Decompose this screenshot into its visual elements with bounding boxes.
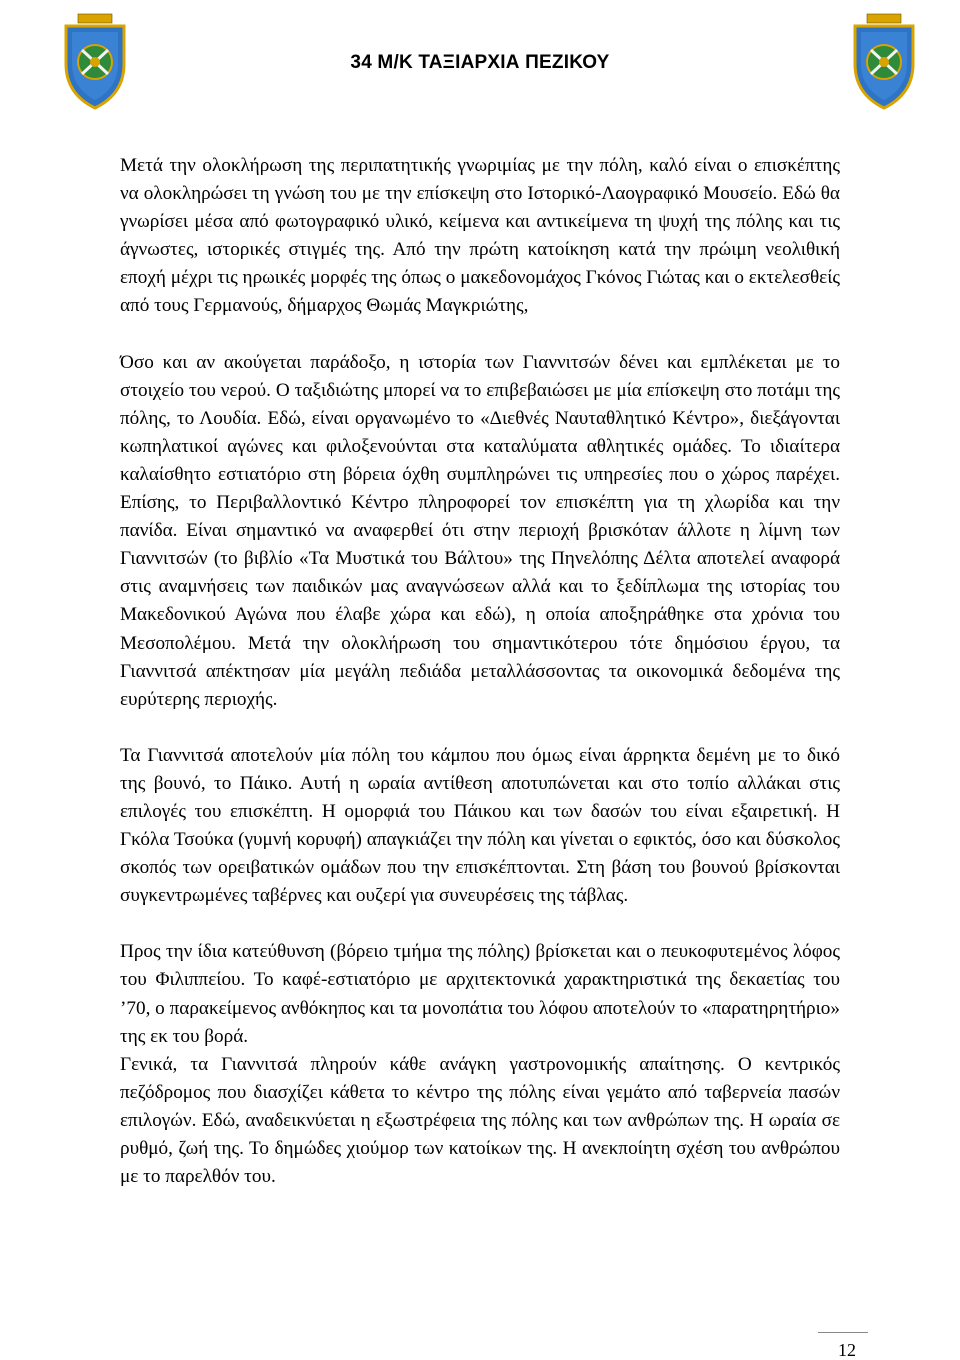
- paragraph-water: Όσο και αν ακούγεται παράδοξο, η ιστορία των Γιαννιτσών δένει και εμπλέκεται με το στοιχείο του νερού. Ο ταξιδιώτης μπορεί να το επιβεβαιώσει με μία επίσκεψη στο ποτάμι της πόλης, το Λουδία. Εδώ, είναι οργανωμένο το «Διεθνές Ναυταθλητικό Κέντρο», διεξάγονται κωπηλατικοί αγώνες και φιλοξενούνται στα καταλύματα αθλητικές ομάδες. Το ιδιαίτερα καλαίσθητο εστιατόριο στη βόρεια όχθη συμπληρώνει τις υπηρεσίες που ο χώρος παρέχει. Επίσης, το Περιβαλλοντικό Κέντρο πληροφορεί τον επισκέπτη για τη χλωρίδα και την πανίδα. Είναι σημαντικό να αναφερθεί ότι στην περιοχή βρισκόταν άλλοτε η λίμνη των Γιαννιτσών (το βιβλίο «Τα Μυστικά του Βάλτου» της Πηνελόπης Δέλτα αποτελεί αναφορά στις αναμνήσεις των παιδικών μας αναγνώσεων αλλά και το ξεδίπλωμα της ιστορίας του Μακεδονικού Αγώνα που έλαβε χώρα και εδώ), η οποία αποξηράθηκε στα χρόνια του Μεσοπολέμου. Μετά την ολοκλήρωση του σημαντικότερου τότε δημόσιου έργου, τα Γιαννιτσά απέκτησαν μία μεγάλη πεδιάδα μεταλλάσσοντας τα οικονομικά δεδομένα της ευρύτερης περιοχής.: [120, 351, 840, 710]
- paragraph-paiko: Τα Γιαννιτσά αποτελούν μία πόλη του κάμπου που όμως είναι άρρηκτα δεμένη με το δικό της βουνό, το Πάικο. Αυτή η ωραία αντίθεση αποτυπώνεται και στο τοπίο αλλάκαι στις επιλογές του επισκέπτη. Η ομορφιά του Πάικου και των δασών του είναι εξαιρετική. Η Γκόλα Τσούκα (γυμνή κορυφή) απαγκιάζει την πόλη και γίνεται ο εφικτός, όσο και δύσκολος σκοπός των ορειβατικών ομάδων που την επισκέπτονται. Στη βάση του βουνού βρίσκονται συγκεντρωμένες ταβέρνες και ουζερί για συνευρέσεις της τάβλας.: [120, 744, 840, 907]
- footer-divider: [818, 1332, 868, 1333]
- page-number: 12: [838, 1340, 856, 1360]
- document-body: [120, 152, 840, 1191]
- paragraph-museum: Μετά την ολοκλήρωση της περιπατητικής γνωριμίας με την πόλη, καλό είναι ο επισκέπτης να ολοκληρώσει τη γνώση του με την επίσκεψη στο Ιστορικό-Λαογραφικό Μουσείο. Εδώ θα γνωρίσει μέσα από φωτογραφικό υλικό, κείμενα και αντικείμενα τη ψυχή της πόλης και τις άγνωστες, ιστορικές στιγμές της. Από την πρώτη κατοίκηση κατά την πρώιμη νεολιθική εποχή μέχρι τις ηρωικές μορφές της όπως ο μακεδονομάχος Γκόνος Γιώτας και ο εκτελεσθείς από τους Γερμανούς, δήμαρχος Θωμάς Μαγκριώτης,: [120, 155, 840, 317]
- paragraph-filippeio: Προς την ίδια κατεύθυνση (βόρειο τμήμα της πόλης) βρίσκεται και ο πευκοφυτεμένος λόφος του Φιλιππείου. Το καφέ-εστιατόριο με αρχιτεκτονικά χαρακτηριστικά της δεκαετίας του ’70, ο παρακείμενος ανθόκηπος και τα μονοπάτια του λόφου αποτελούν το «παρατηρητήριο» της εκ του βορά.: [120, 941, 840, 1047]
- paragraph-gastronomy: Γενικά, τα Γιαννιτσά πληρούν κάθε ανάγκη γαστρονομικής απαίτησης. Ο κεντρικός πεζόδρομος που διασχίζει κάθετα το κέντρο της πόλης είναι γεμάτο από ταβερνεία πασών επιλογών. Εδώ, αναδεικνύεται η εξωστρέφεια της πόλης και των ανθρώπων της. Η ωραία σε ρυθμό, ζωή της. Το δημώδες χιούμορ των κατοίκων της. Η ανεκποίητη σχέση του ανθρώπου με το παρελθόν του.: [120, 1053, 840, 1188]
- page-header-title: 34 Μ/Κ ΤΑΞΙΑΡΧΙΑ ΠΕΖΙΚΟΥ: [350, 52, 610, 73]
